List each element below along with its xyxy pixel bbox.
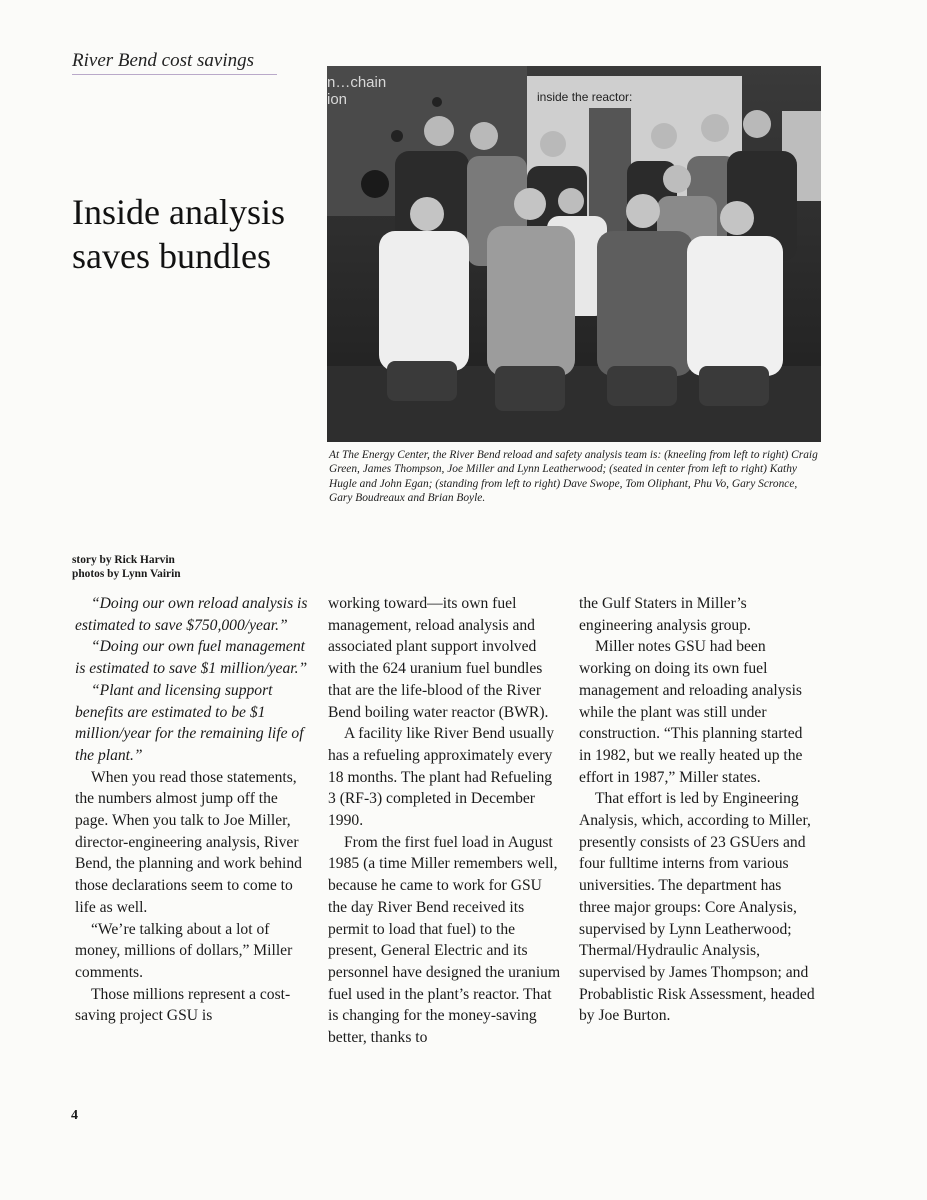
paragraph: working toward—its own fuel management, reload analysis and associated plant support involved with the 624 uranium fuel bundles that are the life-blood of the River Bend boiling water reactor (BWR).	[328, 595, 549, 721]
paragraph: That effort is led by Engineering Analysis, which, according to Miller, presently consists of 23 GSUers and four fulltime interns from various universities. The department has three major groups: Core Analysis, supervised by Lynn Leatherwood; Thermal/Hydraulic Analysis, supervised by James Thompson; and Probablistic Risk Assessment, headed by Joe Burton.	[579, 790, 815, 1025]
paragraph: “We’re talking about a lot of money, millions of dollars,” Miller comments.	[75, 920, 293, 981]
paragraph: A facility like River Bend usually has a refueling approximately every 18 months. The plant had Refueling 3 (RF-3) completed in December 1990.	[328, 725, 555, 830]
photo-wall-text	[327, 74, 386, 108]
article-column-2	[328, 593, 562, 1049]
paragraph: Miller notes GSU had been working on doing its own fuel management and reloading analysis while the plant was still under construction. “This planning started in 1982, but we really heated up the effort in 1987,” Miller states.	[579, 638, 803, 786]
page-number: 4	[71, 1108, 78, 1123]
paragraph: “Plant and licensing support benefits are estimated to be $1 million/year for the remaining life of the plant.”	[75, 681, 304, 764]
byline-story: story by Rick Harvin	[72, 554, 175, 566]
team-photo	[327, 66, 821, 442]
article-column-1	[75, 593, 311, 1027]
section-label: River Bend cost savings	[72, 50, 277, 75]
paragraph: “Doing our own fuel management is estimated to save $1 million/year.”	[75, 638, 308, 678]
wall-text-line-1: n…chain	[327, 74, 387, 91]
paragraph: “Doing our own reload analysis is estimated to save $750,000/year.”	[75, 595, 308, 634]
paragraph: From the first fuel load in August 1985 (a time Miller remembers well, because he came to work for GSU the day River Bend received its permit to load that fuel) to the present, General Electric and its personnel have designed the uranium fuel used in the plant’s reactor. That is changing for the money-saving better, thanks to	[328, 833, 561, 1047]
wall-text-line-2: ion	[327, 91, 348, 108]
paragraph: When you read those statements, the numbers almost jump off the page. When you talk to Joe Miller, director-engineering analysis, River Bend, the planning and work behind those declarations seem to come to life as well.	[75, 768, 302, 916]
photo-sign-text: inside the reactor:	[537, 90, 633, 104]
paragraph: Those millions represent a cost-saving project GSU is	[75, 985, 291, 1025]
photo-caption: At The Energy Center, the River Bend reload and safety analysis team is: (kneeling from left to right) Craig Green, James Thompson, Joe Miller and Lynn Leatherwood; (seated in center from left to right) Kathy Hugle and John Egan; (standing from left to right) Dave Swope, Tom Oliphant, Phu Vo, Gary Scronce, Gary Boudreaux and Brian Boyle.	[329, 449, 818, 505]
paragraph: the Gulf Staters in Miller’s engineering analysis group.	[579, 595, 751, 634]
article-column-3	[579, 593, 815, 1027]
headline: Inside analysis saves bundles	[72, 192, 285, 276]
team-photo-image	[327, 66, 821, 442]
byline	[72, 553, 181, 581]
byline-photos: photos by Lynn Vairin	[72, 568, 181, 580]
